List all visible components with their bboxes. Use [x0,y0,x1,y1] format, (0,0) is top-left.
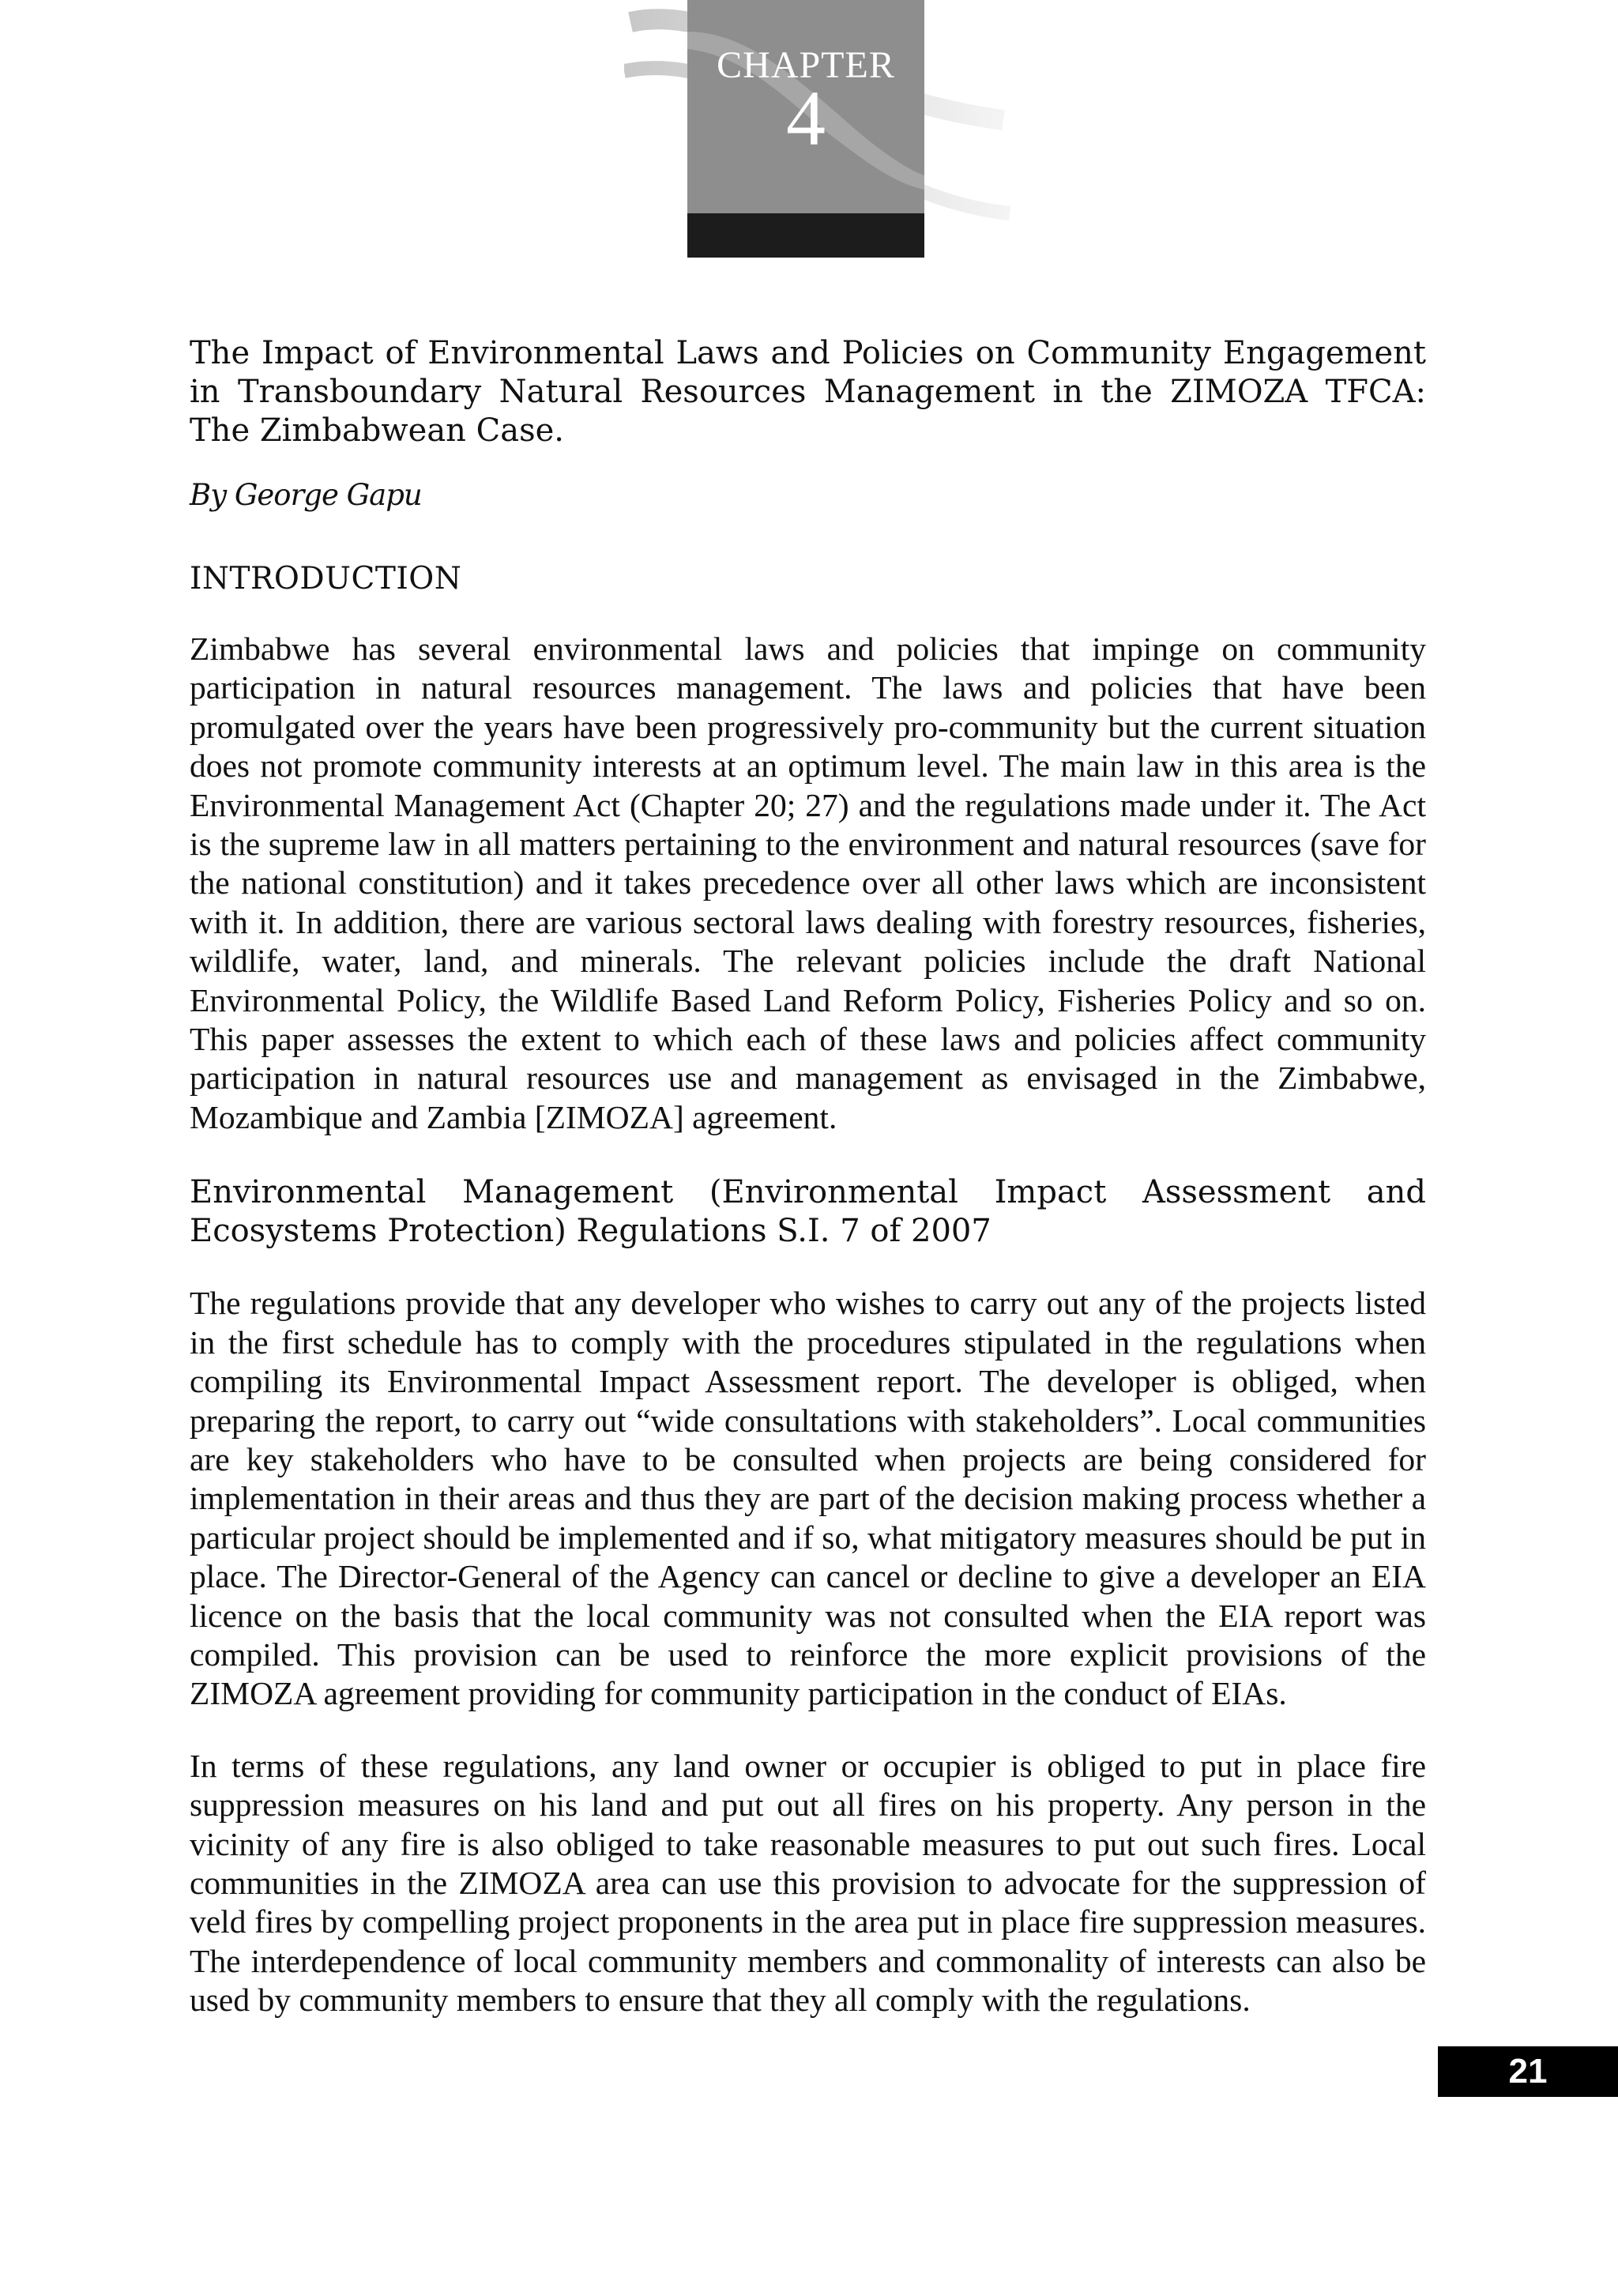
article-body [190,334,1426,2020]
subsection-heading: Environmental Management (Environmental Impact Assessment and Ecosystems Protection) Regulations S.I. 7 of 2007 [190,1174,1426,1250]
article-author: By George Gapu [190,478,422,512]
article-title: The Impact of Environmental Laws and Policies on Community Engagement in Transboundary Natural Resources Management in the ZIMOZA TFCA: The Zimbabwean Case. [190,335,1426,449]
chapter-number: 4 [786,74,826,162]
paragraph-fire-suppression: In terms of these regulations, any land owner or occupier is obliged to put in place fire suppression measures on his land and put out all fires on his property. Any person in the vicinity of any fire is also obliged to take reasonable measures to put out such fires. Local communities in the ZIMOZA area can use this provision to advocate for the suppression of veld fires by compelling project proponents in the area put in place fire suppression measures. The interdependence of local community members and commonality of interests can also be used by community members to ensure that they all comply with the regulations. [190,1747,1426,2019]
intro-paragraph: Zimbabwe has several environmental laws and policies that impinge on community participation in natural resources management. The laws and policies that have been promulgated over the years have been progressively pro-community but the current situation does not promote community interests at an optimum level. The main law in this area is the Environmental Management Act (Chapter 20; 27) and the regulations made under it. The Act is the supreme law in all matters pertaining to the environment and natural resources (save for the national constitution) and it takes precedence over all other laws which are inconsistent with it. In addition, there are various sectoral laws dealing with forestry resources, fisheries, wildlife, water, land, and minerals. The relevant policies include the draft National Environmental Policy, the Wildlife Based Land Reform Policy, Fisheries Policy and so on. This paper assesses the extent to which each of these laws and policies affect community participation in natural resources use and management as envisaged in the Zimbabwe, Mozambique and Zambia [ZIMOZA] agreement. [190,630,1426,1135]
chapter-label: CHAPTER [717,44,895,86]
paragraph-regulations: The regulations provide that any developer who wishes to carry out any of the projects listed in the first schedule has to comply with the procedures stipulated in the regulations when compiling its Environmental Impact Assessment report. The developer is obliged, when preparing the report, to carry out “wide consultations with stakeholders”. Local communities are key stakeholders who have to be consulted when projects are being considered for implementation in their areas and thus they are part of the decision making process whether a particular project should be implemented and if so, what mitigatory measures should be put in place. The Director-General of the Agency can cancel or decline to give a developer an EIA licence on the basis that the local community was not consulted when the EIA report was compiled. This provision can be used to reinforce the more explicit provisions of the ZIMOZA agreement providing for community participation in the conduct of EIAs. [190,1285,1426,1712]
page-number: 21 [1438,2046,1618,2097]
section-heading: INTRODUCTION [190,561,462,597]
chapter-box-band [687,213,924,258]
